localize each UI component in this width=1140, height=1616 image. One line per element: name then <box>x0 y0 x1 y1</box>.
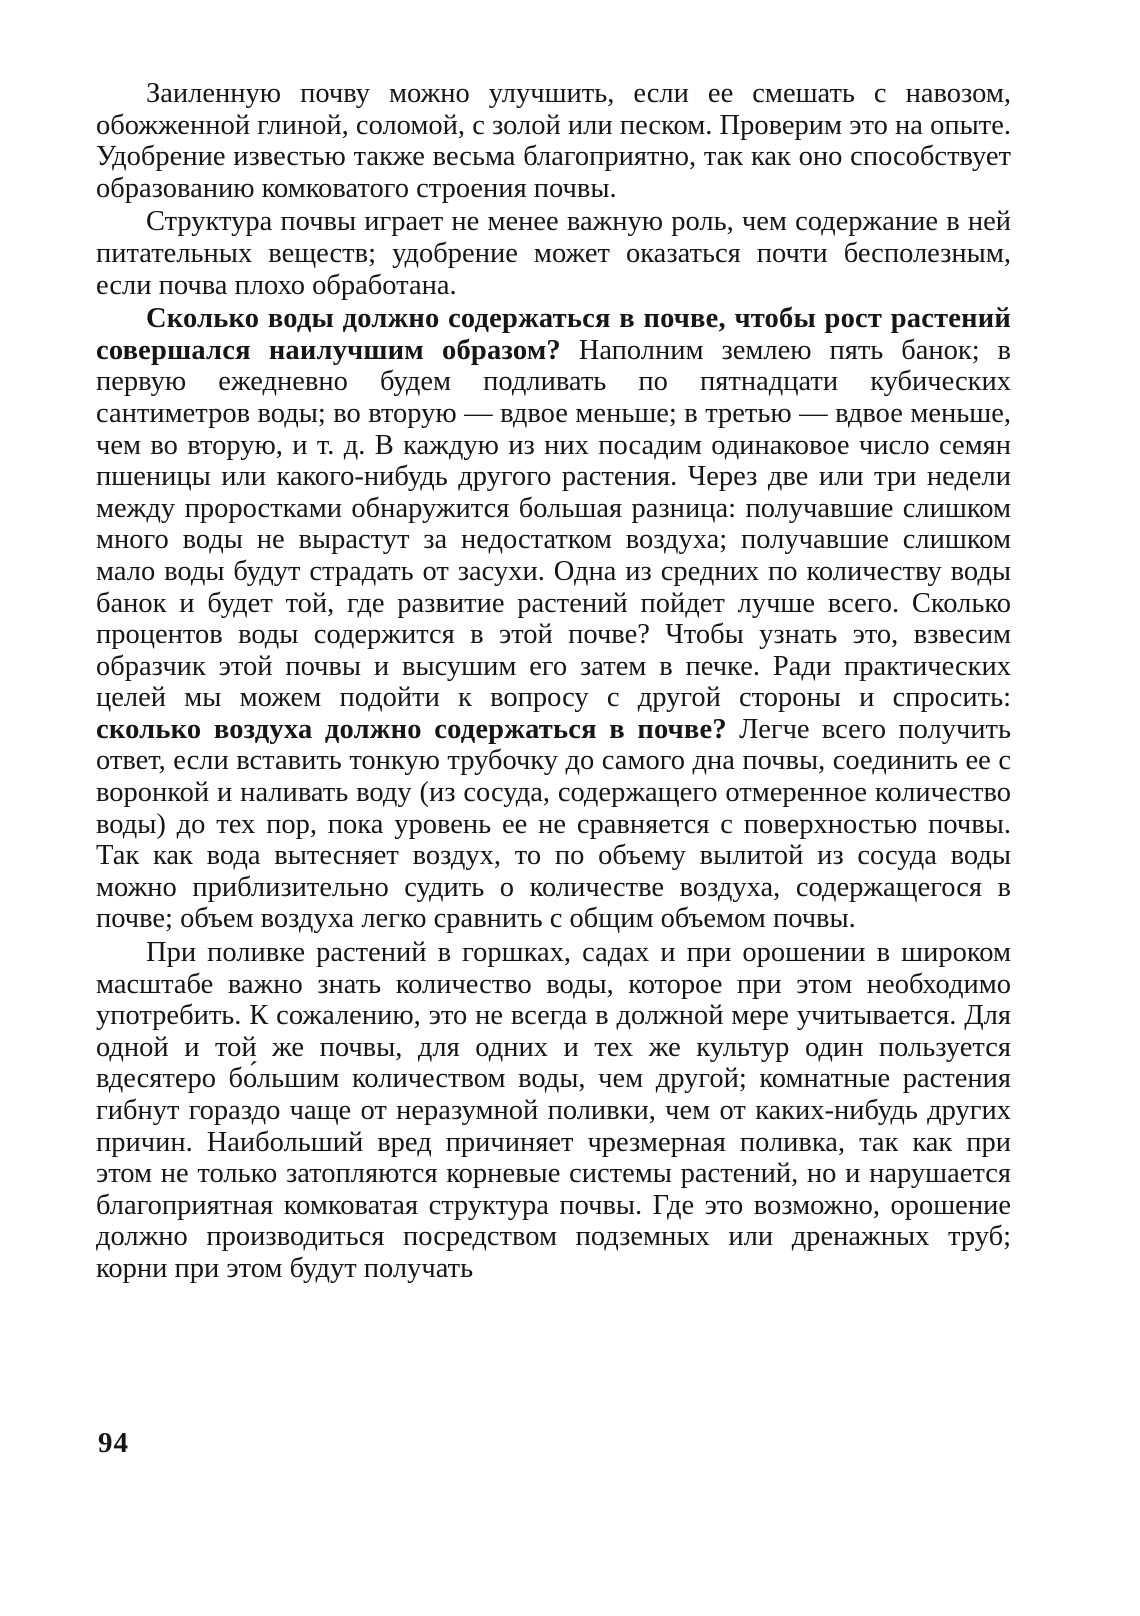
paragraph-3 <box>96 303 1011 935</box>
question-heading-air: сколько воздуха должно содержаться в почве? <box>96 713 727 745</box>
body-text <box>96 78 1011 1285</box>
paragraph-3-text-1: Наполним землею пять банок; в первую ежедневно будем подливать по пятнадцати кубических сантиметров воды; во вторую — вдвое меньше; в третью — вдвое меньше, чем во вторую, и т. д. В каждую из них посадим одинаковое число семян пшеницы или какого-нибудь другого растения. Через две или три недели между проростками обнаружится большая разница: получавшие слишком много воды не вырастут за недостатком воздуха; получавшие слишком мало воды будут страдать от засухи. Одна из средних по количеству воды банок и будет той, где развитие растений пойдет лучше всего. Сколько процентов воды содержится в этой почве? Чтобы узнать это, взвесим образчик этой почвы и высушим его затем в печке. Ради практических целей мы можем подойти к вопросу с другой стороны и спросить: <box>96 334 1011 714</box>
paragraph-4: При поливке растений в горшках, садах и при орошении в широком масштабе важно знать количество воды, которое при этом необходимо употребить. К сожалению, это не всегда в должной мере учитывается. Для одной и той же почвы, для одних и тех же культур один пользуется вдесятеро бо́льшим количеством воды, чем другой; комнатные растения гибнут гораздо чаще от неразумной поливки, чем от каких-нибудь других причин. Наибольший вред причиняет чрезмерная поливка, так как при этом не только затопляются корневые системы растений, но и нарушается благоприятная комковатая структура почвы. Где это возможно, орошение должно производиться посредством подземных или дренажных труб; корни при этом будут получать <box>96 937 1011 1284</box>
page-number: 94 <box>98 1427 129 1459</box>
question-heading-water: Сколько воды должно содержаться в почве, чтобы рост растений совершался наилучшим образом? <box>96 303 1011 366</box>
paragraph-1: Заиленную почву можно улучшить, если ее смешать с навозом, обожженной глиной, соломой, с золой или песком. Проверим это на опыте. Удобрение известью также весьма благоприятно, так как оно способствует образованию комковатого строения почвы. <box>96 78 1011 204</box>
paragraph-2: Структура почвы играет не менее важную роль, чем содержание в ней питательных веществ; удобрение может оказаться почти бесполезным, если почва плохо обработана. <box>96 206 1011 301</box>
paragraph-3-text-2: Легче всего получить ответ, если вставить тонкую трубочку до самого дна почвы, соединить ее с воронкой и наливать воду (из сосуда, содержащего отмеренное количество воды) до тех пор, пока уровень ее не сравняется с поверхностью почвы. Так как вода вытесняет воздух, то по объему вылитой из сосуда воды можно приблизительно судить о количестве воздуха, содержащегося в почве; объем воздуха легко сравнить с общим объемом почвы. <box>96 713 1011 935</box>
